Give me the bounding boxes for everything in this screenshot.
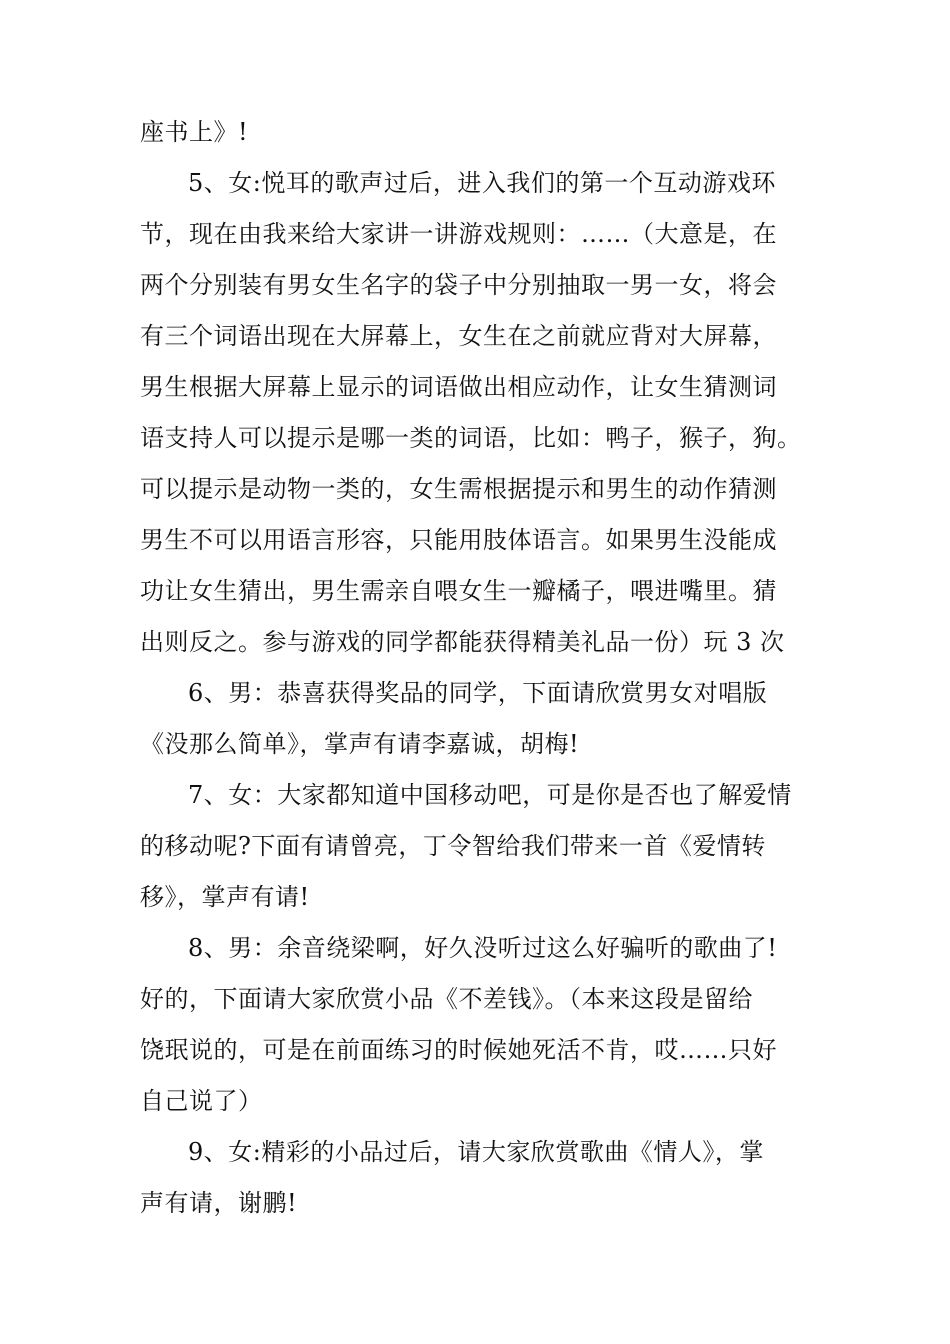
- paragraph-7-line-2: 的移动呢?下面有请曾亮，丁令智给我们带来一首《爱情转: [140, 832, 766, 860]
- paragraph-7-line-1: 7、女：大家都知道中国移动吧，可是你是否也了解爱情: [188, 781, 792, 809]
- paragraph-8-line-2: 好的，下面请大家欣赏小品《不差钱》。（本来这段是留给: [140, 985, 753, 1013]
- paragraph-5-line-9: 功让女生猜出，男生需亲自喂女生一瓣橘子，喂进嘴里。猜: [140, 577, 777, 605]
- paragraph-6-line-1: 6、男：恭喜获得奖品的同学，下面请欣赏男女对唱版: [188, 679, 768, 707]
- paragraph-5-line-5: 男生根据大屏幕上显示的词语做出相应动作，让女生猜测词: [140, 373, 777, 401]
- paragraph-8-line-3: 饶珉说的，可是在前面练习的时候她死活不肯，哎……只好: [140, 1036, 777, 1064]
- paragraph-5-line-2: 节，现在由我来给大家讲一讲游戏规则：……（大意是，在: [140, 220, 777, 248]
- paragraph-7-line-3: 移》，掌声有请!: [140, 883, 310, 911]
- paragraph-5-line-1: 5、女:悦耳的歌声过后，进入我们的第一个互动游戏环: [188, 169, 776, 197]
- text-line-1: 座书上》!: [140, 118, 249, 146]
- paragraph-8-line-4: 自己说了）: [140, 1087, 263, 1115]
- paragraph-9-line-2: 声有请，谢鹏!: [140, 1189, 298, 1217]
- paragraph-5-line-3: 两个分别装有男女生名字的袋子中分别抽取一男一女，将会: [140, 271, 777, 299]
- paragraph-8-line-1: 8、男：余音绕梁啊，好久没听过这么好骗听的歌曲了!: [188, 934, 778, 962]
- paragraph-5-line-6: 语支持人可以提示是哪一类的词语，比如：鸭子，猴子，狗。: [140, 424, 802, 452]
- paragraph-6-line-2: 《没那么简单》，掌声有请李嘉诚，胡梅!: [140, 730, 580, 758]
- paragraph-5-line-10: 出则反之。参与游戏的同学都能获得精美礼品一份）玩 3 次: [140, 628, 785, 656]
- paragraph-9-line-1: 9、女:精彩的小品过后，请大家欣赏歌曲《情人》，掌: [188, 1138, 764, 1166]
- paragraph-5-line-7: 可以提示是动物一类的，女生需根据提示和男生的动作猜测: [140, 475, 777, 503]
- paragraph-5-line-4: 有三个词语出现在大屏幕上，女生在之前就应背对大屏幕，: [140, 322, 777, 350]
- paragraph-5-line-8: 男生不可以用语言形容，只能用肢体语言。如果男生没能成: [140, 526, 777, 554]
